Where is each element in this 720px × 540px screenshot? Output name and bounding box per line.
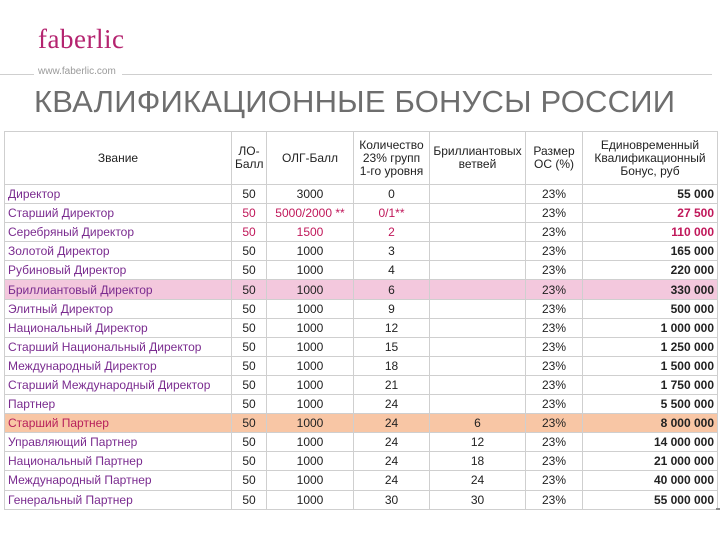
groups-cell: 3 (354, 242, 430, 261)
bonus-cell: 1 000 000 (583, 318, 718, 337)
rank-cell: Старший Директор (5, 204, 232, 223)
olg-points-cell: 1500 (267, 223, 354, 242)
os-size-cell: 23% (526, 414, 583, 433)
table-row (5, 395, 718, 414)
lo-points-cell: 50 (232, 204, 267, 223)
groups-cell: 4 (354, 261, 430, 280)
lo-points-cell: 50 (232, 375, 267, 394)
lo-points-cell: 50 (232, 318, 267, 337)
table-row (5, 299, 718, 318)
groups-cell: 2 (354, 223, 430, 242)
os-size-cell: 23% (526, 471, 583, 490)
lo-points-cell: 50 (232, 471, 267, 490)
diamond-branches-cell (430, 204, 526, 223)
rank-cell: Элитный Директор (5, 299, 232, 318)
bonus-cell: 220 000 (583, 261, 718, 280)
os-size-cell: 23% (526, 261, 583, 280)
lo-points-cell: 50 (232, 356, 267, 375)
diamond-branches-cell (430, 375, 526, 394)
rank-cell: Международный Директор (5, 356, 232, 375)
table-row (5, 414, 718, 433)
lo-points-cell: 50 (232, 395, 267, 414)
divider-right (122, 74, 712, 75)
olg-points-cell: 1000 (267, 452, 354, 471)
table-row (5, 375, 718, 394)
table-row (5, 471, 718, 490)
olg-points-cell: 1000 (267, 280, 354, 299)
diamond-branches-cell: 30 (430, 490, 526, 509)
os-size-cell: 23% (526, 280, 583, 299)
os-size-cell: 23% (526, 375, 583, 394)
os-size-cell: 23% (526, 204, 583, 223)
groups-cell: 24 (354, 433, 430, 452)
os-size-cell: 23% (526, 223, 583, 242)
lo-points-cell: 50 (232, 280, 267, 299)
rank-cell: Партнер (5, 395, 232, 414)
diamond-branches-cell (430, 395, 526, 414)
lo-points-cell: 50 (232, 223, 267, 242)
os-size-cell: 23% (526, 490, 583, 509)
os-size-cell: 23% (526, 452, 583, 471)
os-size-cell: 23% (526, 242, 583, 261)
bonus-cell: 55 000 000 (583, 490, 718, 509)
os-size-cell: 23% (526, 185, 583, 204)
rank-cell: Директор (5, 185, 232, 204)
edge-mark (716, 508, 720, 510)
table-header-row (5, 132, 718, 185)
olg-points-cell: 1000 (267, 299, 354, 318)
olg-points-cell: 1000 (267, 337, 354, 356)
groups-cell: 6 (354, 280, 430, 299)
diamond-branches-cell (430, 242, 526, 261)
diamond-branches-cell (430, 356, 526, 375)
groups-cell: 9 (354, 299, 430, 318)
olg-points-cell: 5000/2000 ** (267, 204, 354, 223)
diamond-branches-cell (430, 185, 526, 204)
bonus-cell: 21 000 000 (583, 452, 718, 471)
diamond-branches-cell (430, 280, 526, 299)
table-row (5, 185, 718, 204)
groups-cell: 12 (354, 318, 430, 337)
faberlic-logo: faberlic (38, 24, 125, 54)
rank-cell: Золотой Директор (5, 242, 232, 261)
rank-cell: Международный Партнер (5, 471, 232, 490)
rank-cell: Национальный Директор (5, 318, 232, 337)
rank-cell: Старший Международный Директор (5, 375, 232, 394)
olg-points-cell: 1000 (267, 433, 354, 452)
table-row (5, 490, 718, 509)
diamond-branches-cell (430, 318, 526, 337)
olg-points-cell: 1000 (267, 471, 354, 490)
table-row (5, 318, 718, 337)
column-header-os-size: Размер ОС (%) (526, 132, 583, 185)
column-header-lo-points: ЛО-Балл (232, 132, 267, 185)
groups-cell: 18 (354, 356, 430, 375)
table-row (5, 433, 718, 452)
lo-points-cell: 50 (232, 337, 267, 356)
diamond-branches-cell (430, 223, 526, 242)
table-row (5, 280, 718, 299)
table-row (5, 452, 718, 471)
olg-points-cell: 1000 (267, 490, 354, 509)
os-size-cell: 23% (526, 433, 583, 452)
rank-cell: Рубиновый Директор (5, 261, 232, 280)
olg-points-cell: 1000 (267, 395, 354, 414)
column-header-groups: Количество 23% групп 1-го уровня (354, 132, 430, 185)
rank-cell: Старший Партнер (5, 414, 232, 433)
groups-cell: 24 (354, 471, 430, 490)
groups-cell: 24 (354, 414, 430, 433)
bonus-cell: 1 500 000 (583, 356, 718, 375)
os-size-cell: 23% (526, 318, 583, 337)
groups-cell: 24 (354, 452, 430, 471)
diamond-branches-cell: 18 (430, 452, 526, 471)
rank-cell: Серебряный Директор (5, 223, 232, 242)
column-header-olg-points: ОЛГ-Балл (267, 132, 354, 185)
groups-cell: 24 (354, 395, 430, 414)
rank-cell: Национальный Партнер (5, 452, 232, 471)
lo-points-cell: 50 (232, 414, 267, 433)
diamond-branches-cell (430, 337, 526, 356)
rank-cell: Генеральный Партнер (5, 490, 232, 509)
bonus-cell: 1 750 000 (583, 375, 718, 394)
bonus-cell: 40 000 000 (583, 471, 718, 490)
bonus-cell: 8 000 000 (583, 414, 718, 433)
bonus-table (4, 131, 718, 510)
lo-points-cell: 50 (232, 299, 267, 318)
olg-points-cell: 1000 (267, 414, 354, 433)
bonus-cell: 1 250 000 (583, 337, 718, 356)
bonus-cell: 27 500 (583, 204, 718, 223)
bonus-cell: 330 000 (583, 280, 718, 299)
diamond-branches-cell: 24 (430, 471, 526, 490)
olg-points-cell: 1000 (267, 318, 354, 337)
table-row (5, 242, 718, 261)
table-row (5, 261, 718, 280)
diamond-branches-cell: 12 (430, 433, 526, 452)
table-row (5, 223, 718, 242)
olg-points-cell: 3000 (267, 185, 354, 204)
bonus-cell: 500 000 (583, 299, 718, 318)
bonus-cell: 165 000 (583, 242, 718, 261)
groups-cell: 0/1** (354, 204, 430, 223)
table-row (5, 356, 718, 375)
lo-points-cell: 50 (232, 490, 267, 509)
site-url: www.faberlic.com (38, 66, 116, 77)
column-header-bonus: Единовременный Квалификационный Бонус, руб (583, 132, 718, 185)
lo-points-cell: 50 (232, 185, 267, 204)
os-size-cell: 23% (526, 356, 583, 375)
column-header-diamond-branches: Бриллиантовых ветвей (430, 132, 526, 185)
diamond-branches-cell: 6 (430, 414, 526, 433)
divider-left (0, 74, 34, 75)
rank-cell: Управляющий Партнер (5, 433, 232, 452)
lo-points-cell: 50 (232, 242, 267, 261)
table-row (5, 204, 718, 223)
diamond-branches-cell (430, 261, 526, 280)
bonus-cell: 5 500 000 (583, 395, 718, 414)
table-row (5, 337, 718, 356)
olg-points-cell: 1000 (267, 242, 354, 261)
lo-points-cell: 50 (232, 433, 267, 452)
olg-points-cell: 1000 (267, 375, 354, 394)
olg-points-cell: 1000 (267, 261, 354, 280)
bonus-cell: 110 000 (583, 223, 718, 242)
groups-cell: 15 (354, 337, 430, 356)
groups-cell: 30 (354, 490, 430, 509)
bonus-cell: 14 000 000 (583, 433, 718, 452)
olg-points-cell: 1000 (267, 356, 354, 375)
rank-cell: Бриллиантовый Директор (5, 280, 232, 299)
page-title: КВАЛИФИКАЦИОННЫЕ БОНУСЫ РОССИИ (34, 84, 676, 119)
lo-points-cell: 50 (232, 261, 267, 280)
column-header-rank: Звание (5, 132, 232, 185)
groups-cell: 21 (354, 375, 430, 394)
rank-cell: Старший Национальный Директор (5, 337, 232, 356)
diamond-branches-cell (430, 299, 526, 318)
os-size-cell: 23% (526, 299, 583, 318)
os-size-cell: 23% (526, 337, 583, 356)
groups-cell: 0 (354, 185, 430, 204)
lo-points-cell: 50 (232, 452, 267, 471)
bonus-cell: 55 000 (583, 185, 718, 204)
os-size-cell: 23% (526, 395, 583, 414)
